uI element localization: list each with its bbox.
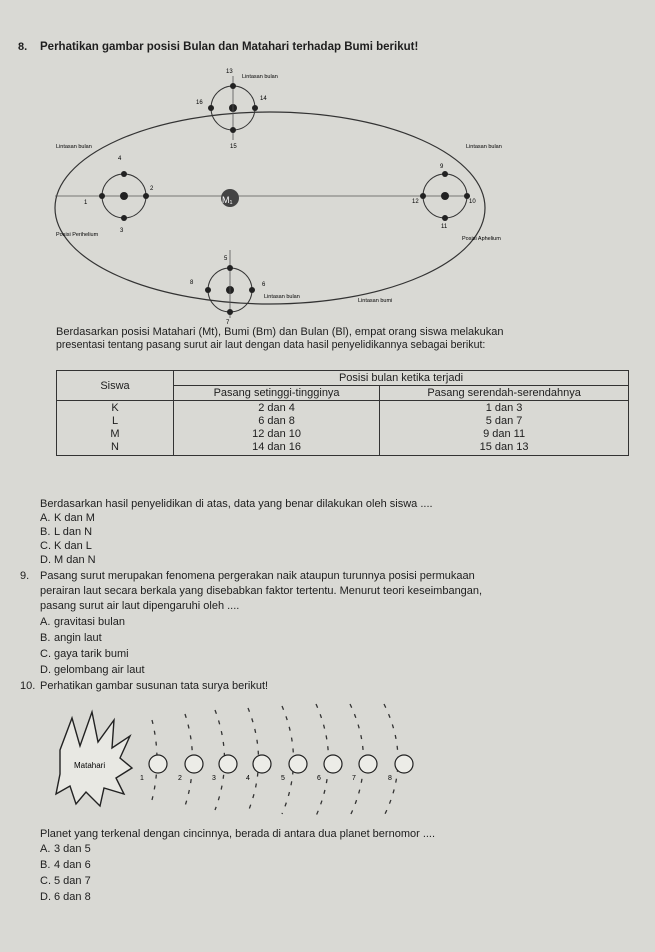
planet-number: 1 [140,775,144,782]
q9-line-3: pasang surut air laut dipengaruhi oleh .... [40,600,240,612]
label-right-orbit: Lintasan bulan [466,144,502,150]
moon-dot [230,127,236,133]
header-position: Posisi bulan ketika terjadi [174,371,629,386]
planet-8 [395,755,413,773]
label-perihelion: Posisi Perihelium [56,232,99,238]
student-name: L [111,415,119,427]
high-tide-value: 12 dan 10 [252,428,302,440]
moon-dot [252,105,258,111]
position-number: 8 [190,280,194,286]
position-number: 12 [412,199,419,205]
planet-6 [324,755,342,773]
planet-number: 7 [352,775,356,782]
earth-orbit-path [55,112,485,304]
planet-3 [219,755,237,773]
low-tide-value: 5 dan 7 [485,415,523,427]
header-low-tide: Pasang serendah-serendahnya [380,386,629,401]
planet-7 [359,755,377,773]
position-number: 6 [262,282,266,288]
q8-number: 8. [18,41,28,53]
header-student: Siswa [57,371,174,401]
orbit-figure [0,0,655,326]
planet-number: 8 [388,775,392,782]
planet-number: 3 [212,775,216,782]
position-number: 9 [440,164,444,170]
q9-line-2: perairan laut secara berkala yang disebabkan faktor tertentu. Menurut teori keseimbangan, [40,585,483,597]
position-number: 7 [226,320,230,326]
q8-option-d[interactable]: D. M dan N [40,554,96,566]
earth-left [120,192,128,200]
high-tide-column [174,401,380,456]
q10-option-d[interactable]: D. 6 dan 8 [40,891,91,903]
q8-option-b[interactable]: B. L dan N [40,526,93,538]
planet-1 [149,755,167,773]
label-aphelion: Posisi Aphelium [462,236,501,242]
header-high-tide: Pasang setinggi-tingginya [174,386,380,401]
label-earth-orbit: Lintasan bumi [358,298,393,304]
moon-dot [227,309,233,315]
q9-number: 9. [20,570,30,582]
q8-question: Berdasarkan hasil penyelidikan di atas, data yang benar dilakukan oleh siswa .... [40,498,433,510]
low-tide-value: 1 dan 3 [485,402,523,414]
moon-dot [208,105,214,111]
label-bottom-orbit: Lintasan bulan [264,294,300,300]
moon-dot [442,215,448,221]
planet-5 [289,755,307,773]
high-tide-value: 6 dan 8 [258,415,295,427]
q8-option-c[interactable]: C. K dan L [40,540,92,552]
q10-number: 10. [20,680,36,692]
high-tide-value: 2 dan 4 [258,402,295,414]
moon-dot [143,193,149,199]
q8-paragraph-1: Berdasarkan posisi Matahari (Mt), Bumi (Bm) dan Bulan (Bl), empat orang siswa melakukan [56,326,504,338]
planet-number: 2 [178,775,182,782]
student-name: M [110,428,120,440]
position-number: 10 [469,199,476,205]
moon-dot [121,171,127,177]
moon-dot [230,83,236,89]
q8-paragraph-2: presentasi tentang pasang surut air laut dengan data hasil penyelidikannya sebagai berikut: [56,339,486,351]
position-number: 2 [150,186,154,192]
planet-number: 5 [281,775,285,782]
q9-option-b[interactable]: B. angin laut [40,632,102,644]
label-left-orbit: Lintasan bulan [56,144,92,150]
q10-option-a[interactable]: A. 3 dan 5 [40,843,91,855]
position-number: 1 [84,200,88,206]
q8-option-a[interactable]: A. K dan M [40,512,95,524]
moon-dot [442,171,448,177]
label-top-orbit: Lintasan bulan [242,74,278,80]
planet-4 [253,755,271,773]
q9-line-1: Pasang surut merupakan fenomena pergerakan naik ataupun turunnya posisi permukaan [40,570,475,582]
position-number: 5 [224,256,228,262]
moon-dot [121,215,127,221]
position-number: 4 [118,156,122,162]
position-number: 14 [260,96,267,102]
position-number: 16 [196,100,203,106]
position-number: 15 [230,144,237,150]
moon-dot [227,265,233,271]
student-name: N [111,441,119,453]
planet-number: 4 [246,775,250,782]
low-tide-column [380,401,629,456]
position-number: 13 [226,69,233,75]
low-tide-value: 9 dan 11 [483,428,526,440]
sun-label: Matahari [74,761,106,770]
solar-system-figure [0,690,655,820]
earth-right [441,192,449,200]
investigation-table [56,370,629,456]
position-number: 3 [120,228,124,234]
q10-option-b[interactable]: B. 4 dan 6 [40,859,91,871]
student-column [57,401,174,456]
planet-2 [185,755,203,773]
q10-prompt: Perhatikan gambar susunan tata surya berikut! [40,680,269,692]
q9-option-d[interactable]: D. gelombang air laut [40,664,145,676]
student-name: K [111,402,119,414]
low-tide-value: 15 dan 13 [479,441,529,453]
q10-option-c[interactable]: C. 5 dan 7 [40,875,91,887]
planet-number: 6 [317,775,321,782]
q9-option-c[interactable]: C. gaya tarik bumi [40,648,129,660]
moon-dot [420,193,426,199]
sun-icon [56,712,132,806]
q8-prompt: Perhatikan gambar posisi Bulan dan Matahari terhadap Bumi berikut! [40,41,419,53]
q10-question: Planet yang terkenal dengan cincinnya, berada di antara dua planet bernomor .... [40,828,436,840]
high-tide-value: 14 dan 16 [252,441,302,453]
q9-option-a[interactable]: A. gravitasi bulan [40,616,125,628]
moon-dot [249,287,255,293]
moon-dot [99,193,105,199]
position-number: 11 [441,224,448,230]
sun-label: M₁ [222,195,233,205]
moon-dot [205,287,211,293]
